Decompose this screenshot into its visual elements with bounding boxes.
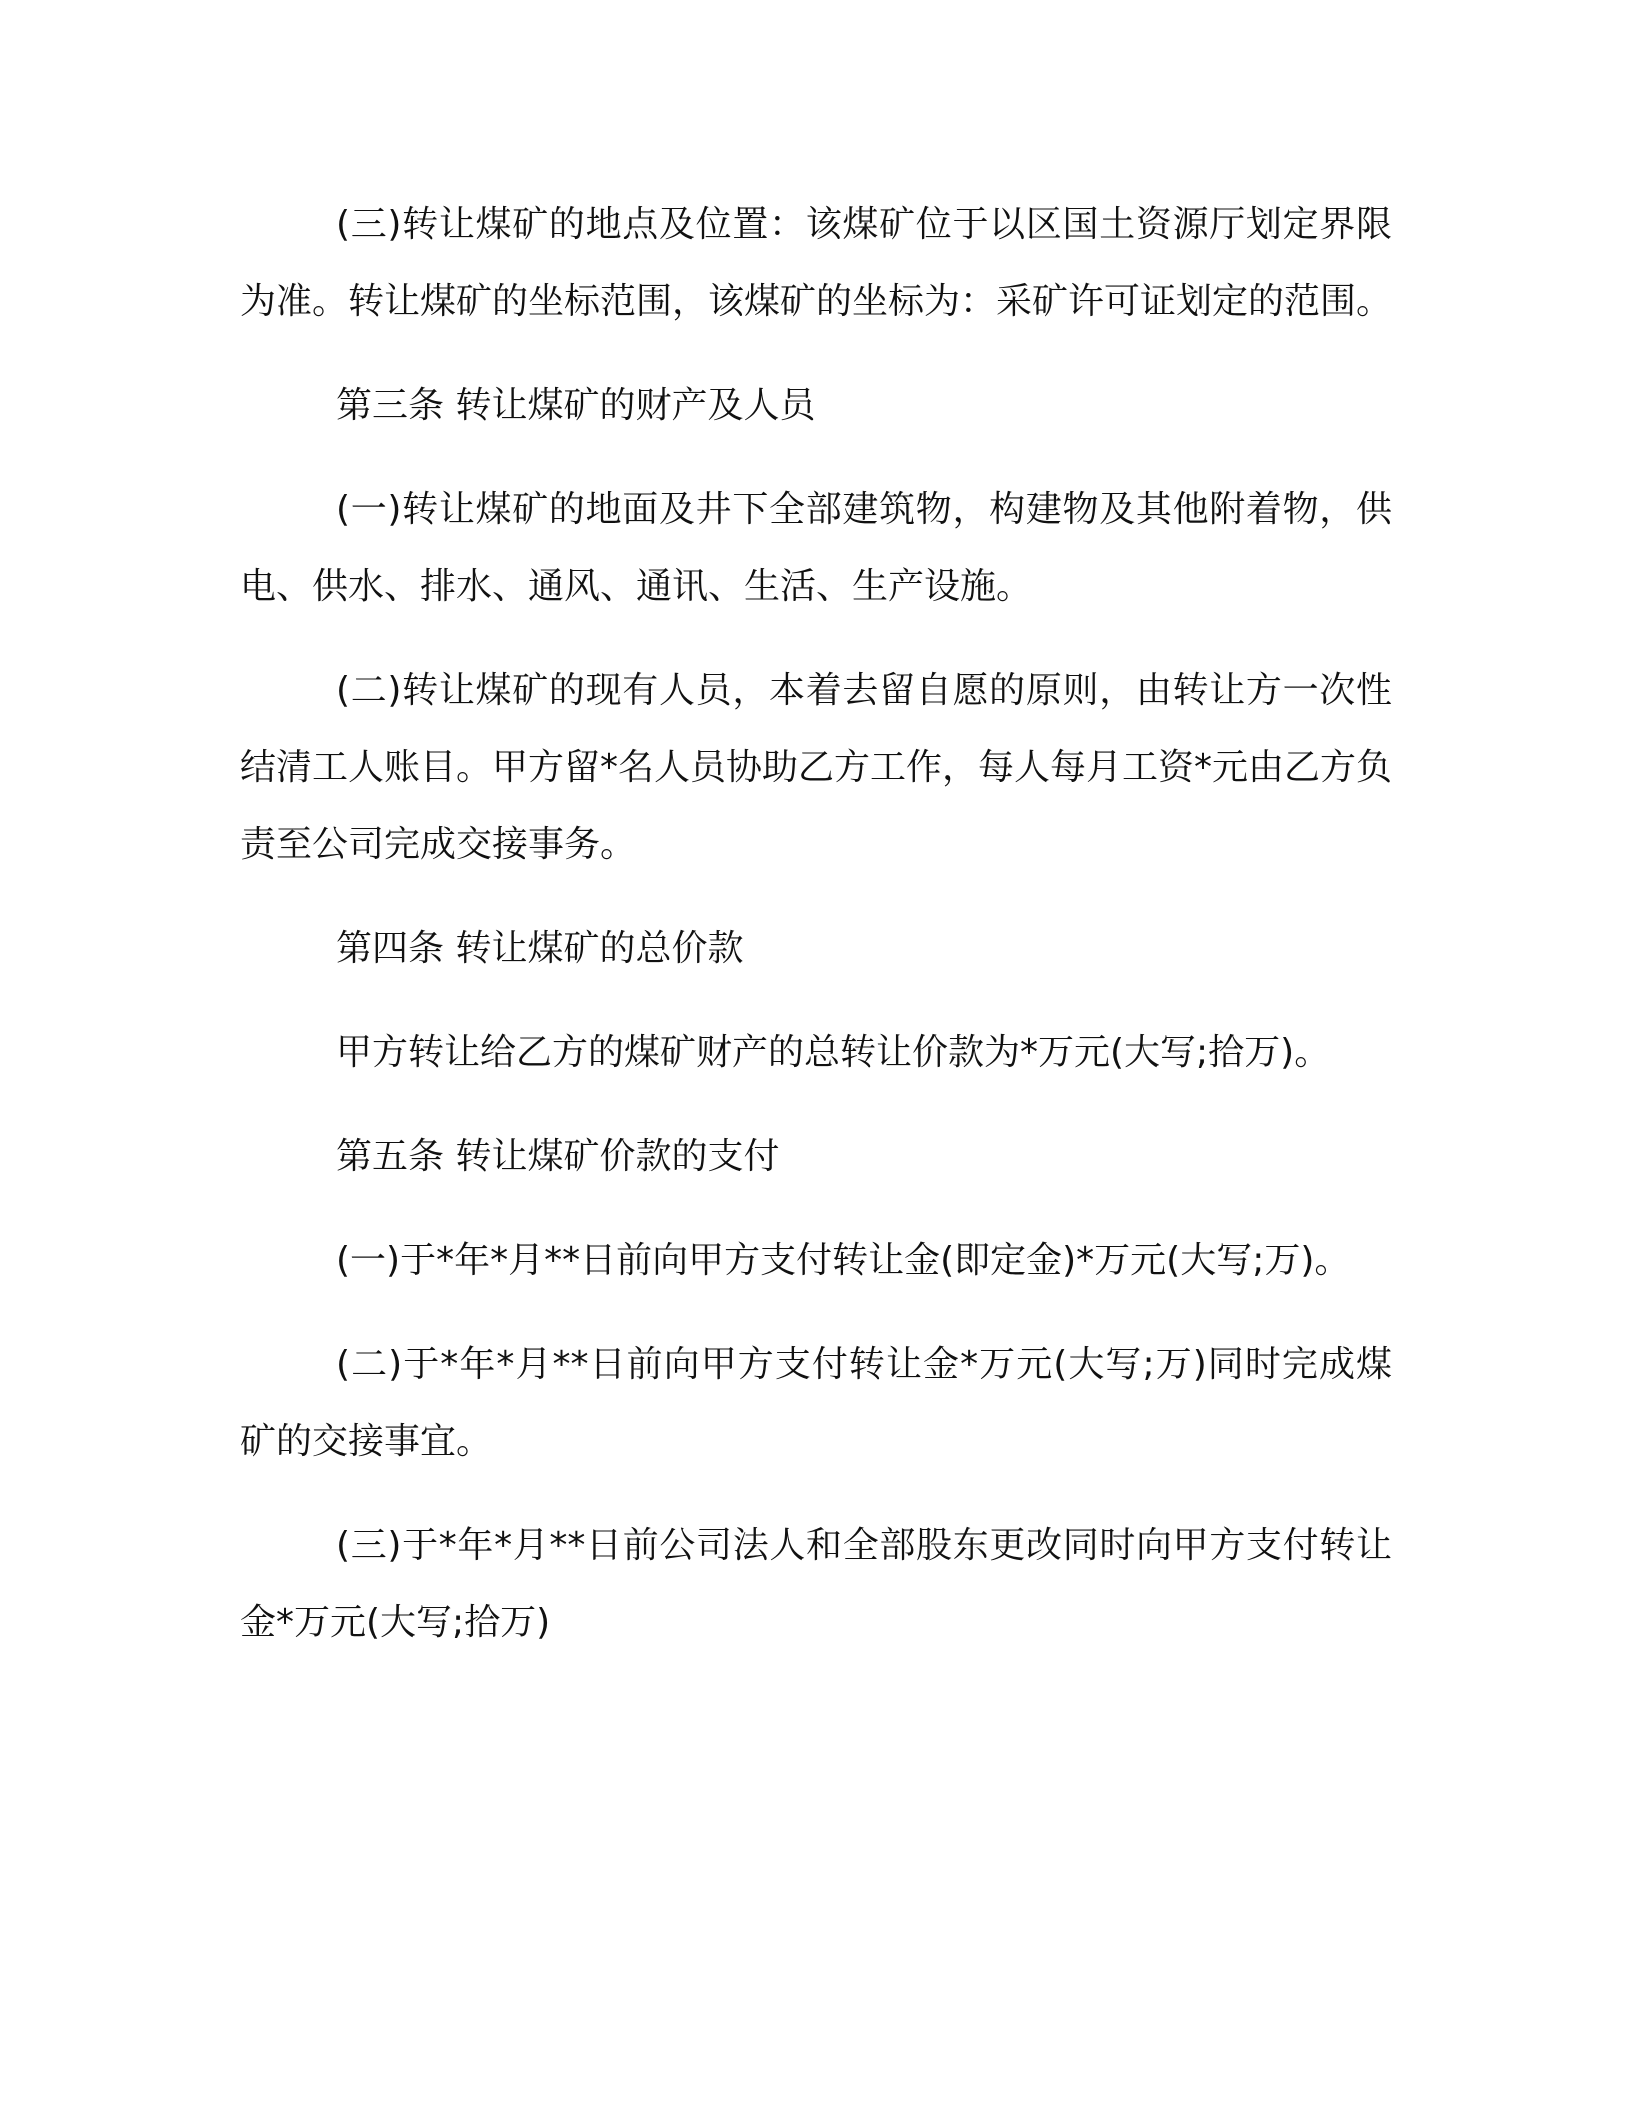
article-4-heading: 第四条 转让煤矿的总价款 <box>336 928 744 969</box>
article-3-heading: 第三条 转让煤矿的财产及人员 <box>336 385 816 426</box>
paragraph-property: (一)转让煤矿的地面及井下全部建筑物，构建物及其他附着物，供电、供水、排水、通风、通讯、生活、生产设施。 <box>240 489 1392 607</box>
paragraph-personnel: (二)转让煤矿的现有人员，本着去留自愿的原则，由转让方一次性结清工人账目。甲方留*名人员协助乙方工作，每人每月工资*元由乙方负责至公司完成交接事务。 <box>240 670 1393 865</box>
paragraph-payment-2: (二)于*年*月**日前向甲方支付转让金*万元(大写;万)同时完成煤矿的交接事宜。 <box>240 1344 1392 1462</box>
article-5-heading: 第五条 转让煤矿价款的支付 <box>336 1136 780 1177</box>
paragraph-payment-1: (一)于*年*月**日前向甲方支付转让金(即定金)*万元(大写;万)。 <box>336 1240 1351 1281</box>
paragraph-location: (三)转让煤矿的地点及位置：该煤矿位于以区国土资源厅划定界限为准。转让煤矿的坐标范围，该煤矿的坐标为：采矿许可证划定的范围。 <box>240 204 1393 322</box>
paragraph-payment-3: (三)于*年*月**日前公司法人和全部股东更改同时向甲方支付转让金*万元(大写;拾万) <box>240 1525 1392 1643</box>
document-body <box>240 186 1392 1688</box>
paragraph-total-price: 甲方转让给乙方的煤矿财产的总转让价款为*万元(大写;拾万)。 <box>336 1032 1331 1073</box>
